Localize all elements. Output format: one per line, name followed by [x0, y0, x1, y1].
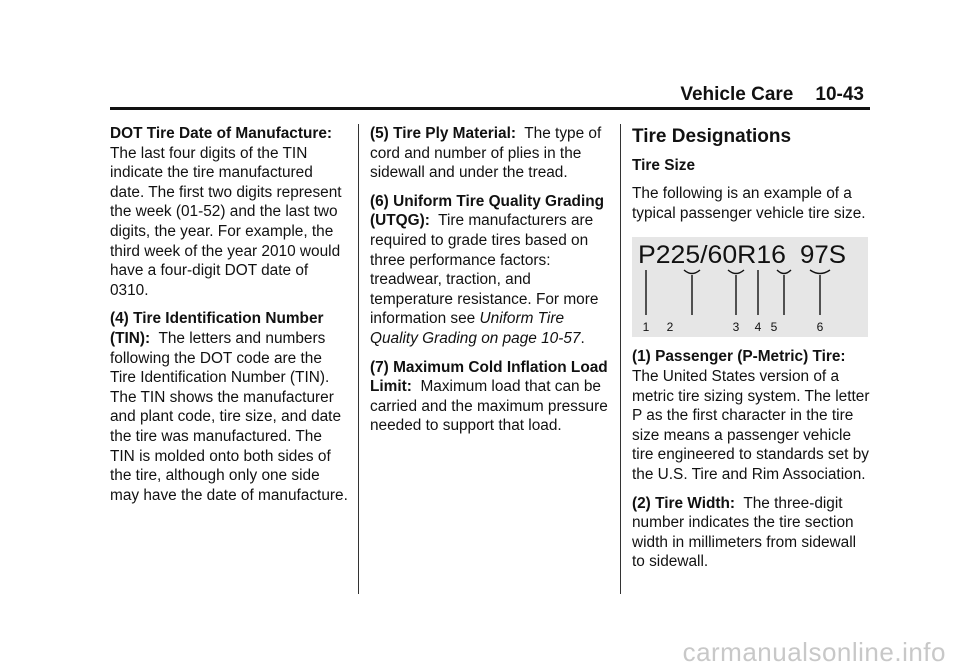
- utqg-text: Tire manufacturers are required to grade tires based on three performance factors: treadwear, traction, and temperature resistance. For more information see: [370, 212, 599, 328]
- tire-size-intro: The following is an example of a typical passenger vehicle tire size.: [632, 185, 866, 222]
- tire-size-subheading: Tire Size: [632, 156, 696, 174]
- ply-paragraph: [370, 124, 608, 183]
- inflation-paragraph: [370, 358, 608, 436]
- tin-title: (4) Tire Identification Number (TIN):: [110, 310, 324, 347]
- utqg-title: (6) Uniform Tire Quality Grading (UTQG):: [370, 192, 605, 230]
- page-header: [680, 84, 864, 106]
- callout-6: 6: [816, 320, 824, 335]
- watermark: carmanualsonline.info: [682, 637, 946, 667]
- utqg-reference-link[interactable]: Uniform Tire Quality Grading on page 10-57: [370, 310, 581, 347]
- callout-4: 4: [754, 320, 762, 335]
- tire-width-paragraph: [632, 494, 872, 572]
- page-number: 10-43: [815, 84, 864, 105]
- inflation-title: (7) Maximum Cold Inflation Load Limit:: [370, 358, 608, 396]
- column-1: [110, 124, 348, 514]
- header-rule: [110, 107, 870, 110]
- tire-designations-heading: Tire Designations: [632, 126, 792, 147]
- tire-code-main: P225/60R16: [638, 241, 786, 270]
- dot-date-title: DOT Tire Date of Manufacture:: [110, 125, 333, 142]
- section-title: Vehicle Care: [680, 84, 794, 105]
- callout-2: 2: [666, 320, 674, 335]
- tire-code-load-speed: 97S: [800, 241, 846, 270]
- callout-3: 3: [732, 320, 740, 335]
- inflation-text: Maximum load that can be carried and the maximum pressure needed to support that load.: [370, 378, 608, 435]
- tire-size-diagram: [632, 237, 868, 337]
- callout-1: 1: [642, 320, 650, 335]
- ply-text: The type of cord and number of plies in the sidewall and under the tread.: [370, 125, 602, 182]
- dot-date-paragraph: [110, 124, 348, 300]
- column-3: [632, 124, 872, 581]
- tin-paragraph: [110, 309, 348, 505]
- column-2: [370, 124, 608, 445]
- ply-title: (5) Tire Ply Material:: [370, 125, 516, 142]
- column-divider: [358, 124, 359, 594]
- tire-width-text: The three-digit number indicates the tire section width in millimeters from sidewall to sidewall.: [632, 494, 857, 571]
- tin-text: The letters and numbers following the DOT code are the Tire Identification Number (TIN). The TIN shows the manufacturer and plant code, tire size, and date the tire was manufactured. The TIN is molded onto both sides of the tire, although only one side may have the date of manufacture.: [110, 329, 348, 504]
- p-metric-title: (1) Passenger (P-Metric) Tire:: [632, 348, 846, 366]
- p-metric-text: The United States version of a metric tire sizing system. The letter P as the first character in the tire size means a passenger vehicle tire engineered to standards set by the U.S. Tire and Rim Association.: [632, 367, 870, 483]
- callout-5: 5: [770, 320, 778, 335]
- column-divider: [620, 124, 621, 594]
- tire-width-title: (2) Tire Width:: [632, 494, 736, 512]
- p-metric-paragraph: [632, 347, 872, 484]
- dot-date-text: The last four digits of the TIN indicate the tire manufactured date. The first two digits represent the week (01-52) and the last two digits, the year. For example, the third week of the year 2010 would have a four-digit DOT date of 0310.: [110, 144, 342, 299]
- utqg-paragraph: (6) Uniform Tire Quality Grading (UTQG): Tire manufacturers are required to grade tires based on three performance factors: treadwear, traction, and temperature resistance. For more information see Uniform Tire Quality Grading on page 10-57.: [370, 192, 605, 347]
